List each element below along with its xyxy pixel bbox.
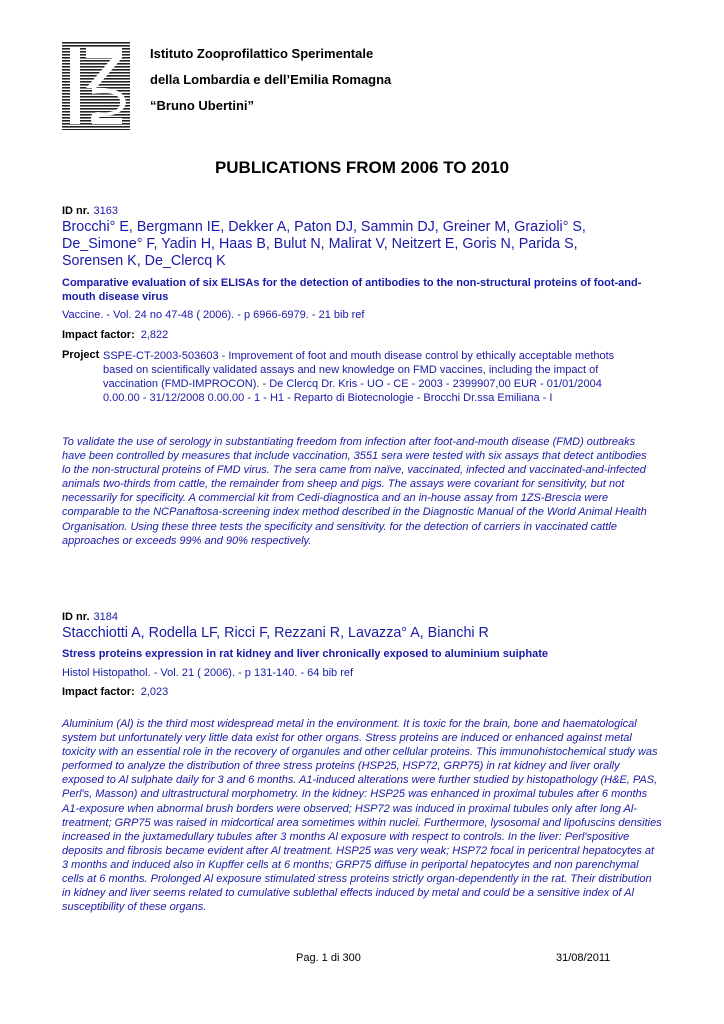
project-text: SSPE-CT-2003-503603 - Improvement of foot and mouth disease control by ethically acceptable methots based on scientifically validated assays and new knowledge on FMD vaccines, including the impact of vaccination (FMD-IMPROCON). - De Clercq Dr. Kris - UO - CE - 2003 - 2399907,00 EUR - 01/01/2004 0.00.00 - 31/12/2008 0.00.00 - 1 - H1 - Reparto di Biotecnologie - Brocchi Dr.ssa Emiliana - I (103, 350, 615, 404)
entry-id: 3163 (93, 205, 118, 217)
id-label: ID nr. (62, 611, 90, 623)
footer-page-number: Pag. 1 di 300 (296, 952, 361, 964)
institute-name-line2: della Lombardia e dell’Emilia Romagna (150, 72, 392, 87)
impact-factor-line (62, 686, 168, 698)
entry-abstract: Aluminium (Al) is the third most widespread metal in the environment. It is toxic for the brain, bone and haematological system but unfortunately very little data exist for other organs. Stress proteins are induced or enhanced against metal toxicity with an essential role in the recovery of organules and other cellular proteins. This immunohistochemical study was performed to analyze the distribution of three stress proteins (HSP25, HSP72, GRP75) in rat kidney and liver orally exposed to Al sulphate daily for 3 and 6 months. A1-induced alterations were further studied by histopathology (H&E, PAS, Perl's, Masson) and ultrastructural morphometry. In the kidney: HSP25 was enhanced in proximal tubules after 6 months A1-exposure when abnormal brush borders were observed; HSP72 was induced in proximal tubules only after long Al-treatment; GRP75 was raised in midcortical area sometimes within nuclei. Furthermore, lysosomal and lipofuscins densities increased in the juxtamedullary tubules after 3 months Al exposure with respect to controls. In the liver: Perl'spositive deposits and fibrosis became evident after Al treatment. HSP25 was very weak; HSP72 focal in pericentral hepatocytes at 3 months and induced also in Kupffer cells at 6 months; GRP75 diffuse in periportal hepatocytes and non parenchymal cells at 6 months. Prolonged Al exposure stimulated stress proteins strictly organ-dependently in the rat. Their distribution in kidney and liver seems related to cumulative sublethal effects induced by metal and could be a sensitive index of Al susceptibility of these organs. (62, 718, 662, 914)
institute-name-line1: Istituto Zooprofilattico Sperimentale (150, 46, 374, 61)
institute-name-line3: “Bruno Ubertini” (150, 98, 254, 113)
footer-date: 31/08/2011 (556, 952, 611, 964)
id-label: ID nr. (62, 205, 90, 217)
entry-authors: Stacchiotti A, Rodella LF, Ricci F, Rezzani R, Lavazza° A, Bianchi R (62, 625, 489, 641)
impact-value: 2,822 (140, 329, 169, 341)
entry-id-line (62, 205, 118, 217)
impact-label: Impact factor: (62, 329, 135, 341)
entry-citation: Vaccine. - Vol. 24 no 47-48 ( 2006). - p 6966-6979. - 21 bib ref (62, 309, 365, 321)
page-title: PUBLICATIONS FROM 2006 TO 2010 (214, 158, 510, 177)
impact-label: Impact factor: (62, 686, 135, 698)
entry-citation: Histol Histopathol. - Vol. 21 ( 2006). - p 131-140. - 64 bib ref (62, 667, 354, 679)
impact-factor-line (62, 329, 168, 341)
entry-authors: Brocchi° E, Bergmann IE, Dekker A, Paton DJ, Sammin DJ, Greiner M, Grazioli° S, De_Simone° F, Yadin H, Haas B, Bulut N, Malirat V, Neitzert E, Goris N, Parida S, Sorensen K, De_Clercq K (62, 219, 586, 269)
entry-title: Stress proteins expression in rat kidney and liver chronically exposed to aluminium suiphate (62, 648, 548, 660)
entry-title: Comparative evaluation of six ELISAs for the detection of antibodies to the non-structural proteins of foot-and-mouth disease virus (62, 277, 642, 303)
entry-id: 3184 (93, 611, 118, 623)
impact-value: 2,023 (140, 686, 169, 698)
institute-logo (62, 42, 130, 130)
entry-id-line (62, 611, 118, 623)
entry-abstract: To validate the use of serology in substantiating freedom from infection after foot-and-mouth disease (FMD) outbreaks have been controlled by measures that include vaccination, 3551 sera were tested with six assays that detect antibodies lo the non-structural proteins of FMD virus. The sera came from naïve, vaccinated, infected and vaccinated-and-infected animals two-thirds from cattle, the remainder from sheep and pigs. The assays were covariant for sensitivity, but not necessarily for specificity. A commercial kit from Cedi-diagnostica and an in-house assay from 1ZS-Brescia were comparable to the NCPanaftosa-screening index method described in the Diagnostic Manual of the World Animal Health Organisation. Using these three tests the specificity and sensitivity. for the detection of carriers in vaccinated cattle approaches or exceeds 99% and 90% respectively. (62, 436, 647, 547)
project-label: Project (62, 349, 100, 361)
